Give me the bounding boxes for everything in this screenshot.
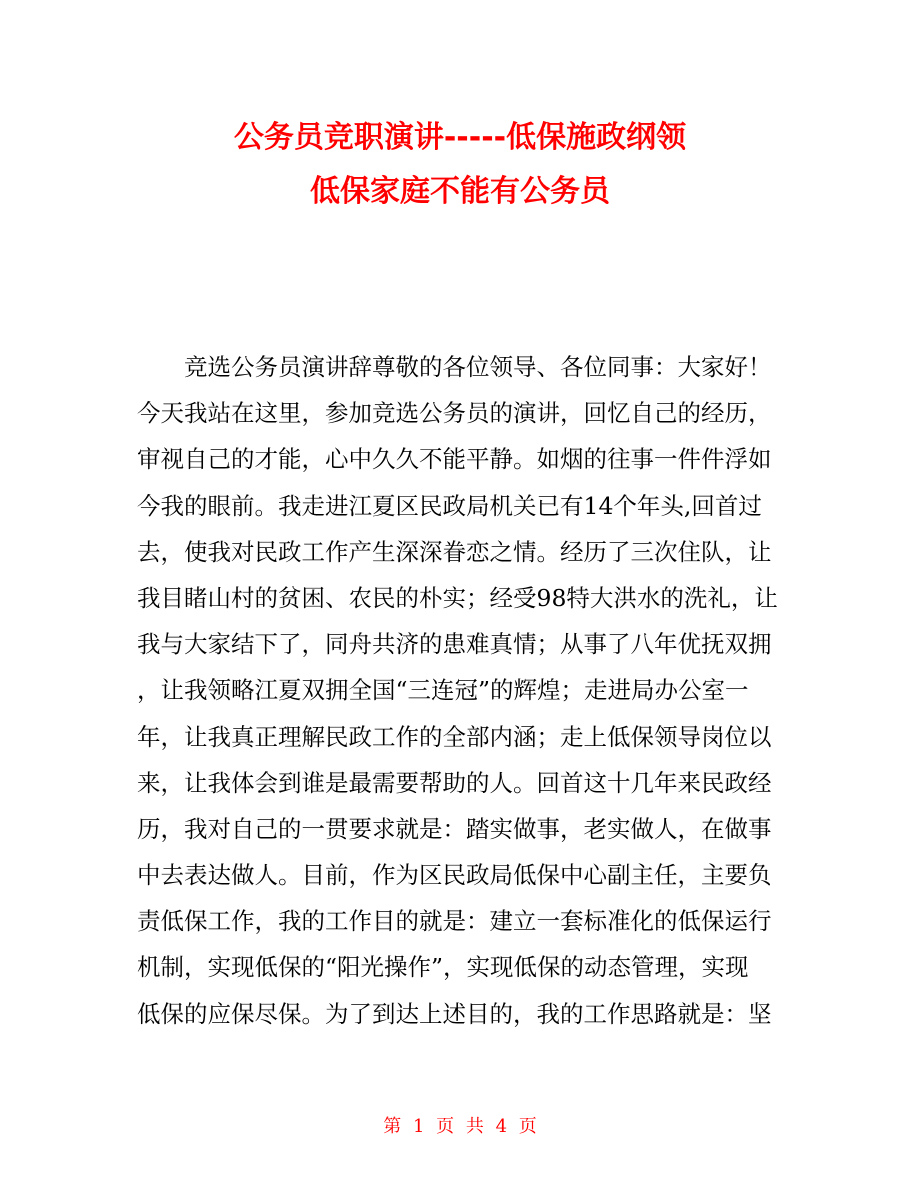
page-number-footer: 第 1 页 共 4 页 [383, 1116, 537, 1137]
body-line: ，让我领略江夏双拥全国“三连冠”的辉煌；走进局办公室一 [137, 676, 749, 705]
document-subtitle: 低保家庭不能有公务员 [310, 174, 610, 209]
body-line: 去，使我对民政工作产生深深眷恋之情。经历了三次住队，让 [137, 537, 772, 566]
body-line: 审视自己的才能，心中久久不能平静。如烟的往事一件件浮如 [137, 445, 772, 474]
body-text [137, 344, 797, 1037]
body-line: 历，我对自己的一贯要求就是：踏实做事，老实做人，在做事 [137, 814, 772, 843]
body-line: 机制，实现低保的“阳光操作”，实现低保的动态管理，实现 [137, 953, 749, 982]
document-title: 公务员竞职演讲-----低保施政纲领 [233, 120, 687, 155]
body-line: 年，让我真正理解民政工作的全部内涵；走上低保领导岗位以 [137, 722, 772, 751]
body-line: 我目睹山村的贫困、农民的朴实；经受98特大洪水的洗礼，让 [137, 583, 778, 612]
body-line: 今我的眼前。我走进江夏区民政局机关已有14个年头,回首过 [137, 491, 762, 520]
body-line: 来，让我体会到谁是最需要帮助的人。回首这十几年来民政经 [137, 768, 772, 797]
body-line: 中去表达做人。目前，作为区民政局低保中心副主任，主要负 [137, 861, 772, 890]
body-line: 今天我站在这里，参加竞选公务员的演讲，回忆自己的经历， [137, 399, 772, 428]
body-line: 责低保工作，我的工作目的就是：建立一套标准化的低保运行 [137, 907, 772, 936]
body-line: 低保的应保尽保。为了到达上述目的，我的工作思路就是：坚 [137, 999, 772, 1028]
body-line: 竞选公务员演讲辞尊敬的各位领导、各位同事：大家好！ [184, 353, 772, 381]
body-line: 我与大家结下了，同舟共济的患难真情；从事了八年优抚双拥 [137, 630, 772, 659]
